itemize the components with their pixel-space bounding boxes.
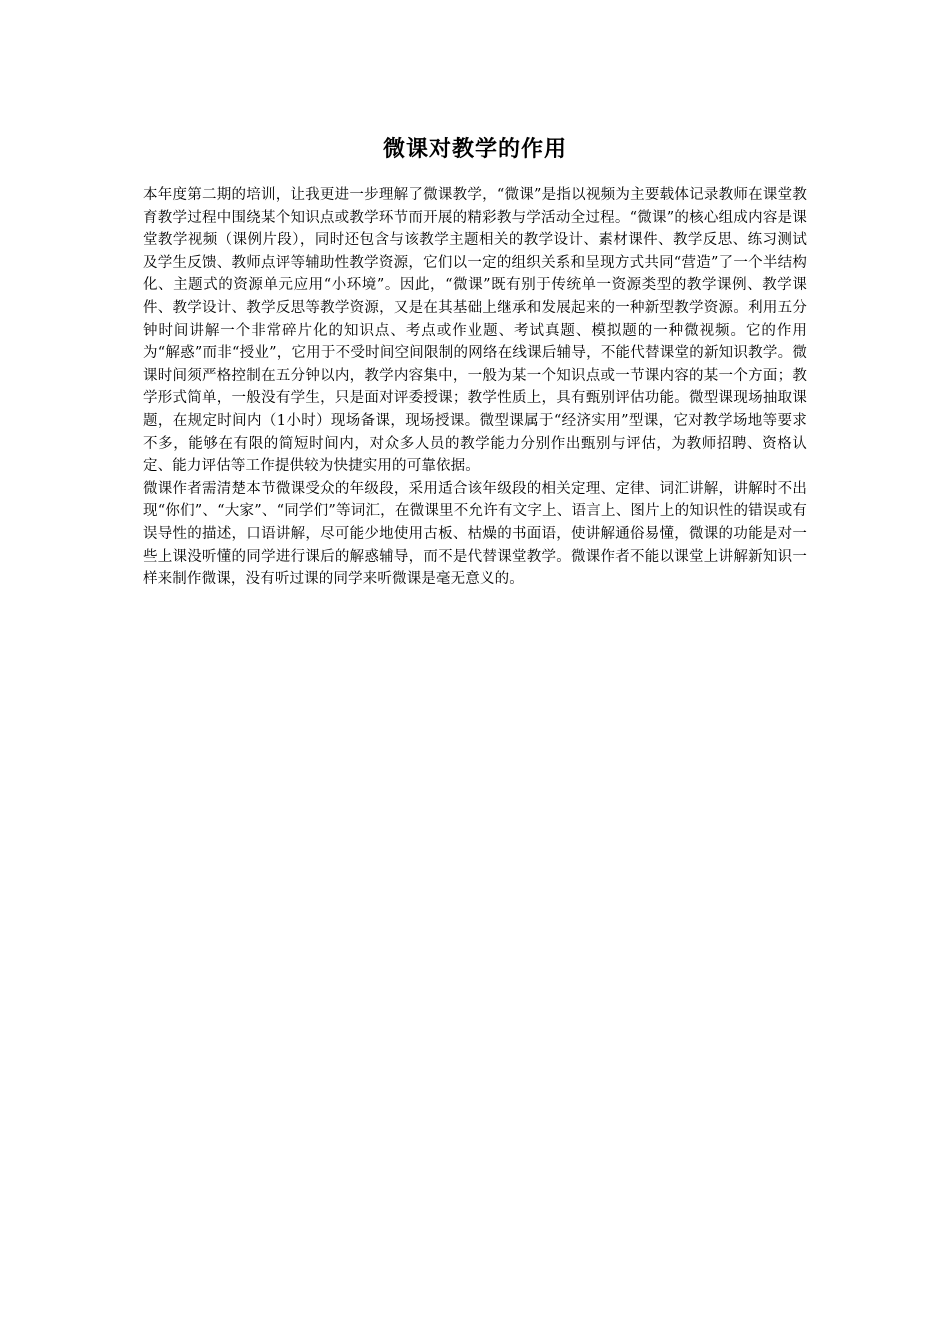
document-body (143, 128, 807, 591)
paragraph-1: 本年度第二期的培训，让我更进一步理解了微课教学，“微课”是指以视频为主要载体记录教师在课堂教育教学过程中围绕某个知识点或教学环节而开展的精彩教与学活动全过程。“微课”的核心组成内容是课堂教学视频（课例片段），同时还包含与该教学主题相关的教学设计、素材课件、教学反思、练习测试及学生反馈、教师点评等辅助性教学资源，它们以一定的组织关系和呈现方式共同“营造”了一个半结构化、主题式的资源单元应用“小环境”。因此，“微课”既有别于传统单一资源类型的教学课例、教学课件、教学设计、教学反思等教学资源，又是在其基础上继承和发展起来的一种新型教学资源。利用五分钟时间讲解一个非常碎片化的知识点、考点或作业题、考试真题、模拟题的一种微视频。它的作用为“解惑”而非“授业”，它用于不受时间空间限制的网络在线课后辅导，不能代替课堂的新知识教学。微课时间须严格控制在五分钟以内，教学内容集中，一般为某一个知识点或一节课内容的某一个方面；教学形式简单，一般没有学生，只是面对评委授课；教学性质上，具有甄别评估功能。微型课现场抽取课题，在规定时间内（1小时）现场备课，现场授课。微型课属于“经济实用”型课，它对教学场地等要求不多，能够在有限的简短时间内，对众多人员的教学能力分别作出甄别与评估，为教师招聘、资格认定、能力评估等工作提供较为快捷实用的可靠依据。 (143, 187, 807, 475)
document-title: 微课对教学的作用 (382, 136, 567, 162)
paragraph-2: 微课作者需清楚本节微课受众的年级段，采用适合该年级段的相关定理、定律、词汇讲解，讲解时不出现“你们”、“大家”、“同学们”等词汇，在微课里不允许有文字上、语言上、图片上的知识性的错误或有误导性的描述，口语讲解，尽可能少地使用古板、枯燥的书面语，使讲解通俗易懂，微课的功能是对一些上课没听懂的同学进行课后的解惑辅导，而不是代替课堂教学。微课作者不能以课堂上讲解新知识一样来制作微课，没有听过课的同学来听微课是毫无意义的。 (143, 480, 807, 588)
